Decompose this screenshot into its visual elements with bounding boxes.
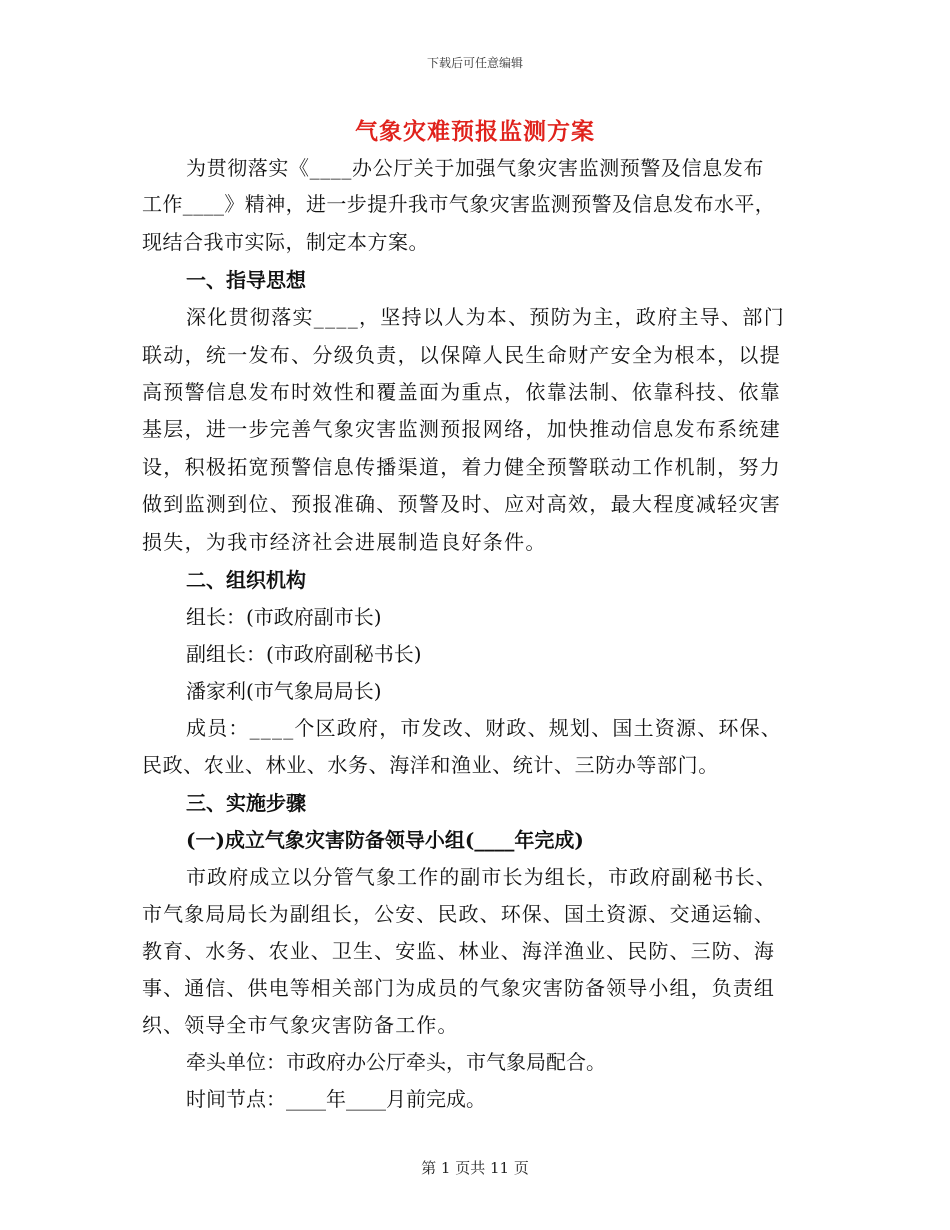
intro-line-1: 为贯彻落实《____办公厅关于加强气象灾害监测预警及信息发布 <box>186 156 764 180</box>
paragraph-line: 市政府成立以分管气象工作的副市长为组长，市政府副秘书长、 <box>186 865 777 889</box>
org-deputy-line: 副组长：(市政府副秘书长) <box>186 642 422 666</box>
deadline-line: 时间节点：____年____月前完成。 <box>186 1087 486 1111</box>
paragraph-line: 高预警信息发布时效性和覆盖面为重点，依靠法制、依靠科技、依靠 <box>142 380 781 404</box>
paragraph-line: 基层，进一步完善气象灾害监测预报网络，加快推动信息发布系统建 <box>142 417 781 441</box>
paragraph-line: 做到监测到位、预报准确、预警及时、应对高效，最大程度减轻灾害 <box>142 492 781 516</box>
intro-line-2: 工作____》精神，进一步提升我市气象灾害监测预警及信息发布水平， <box>142 192 776 216</box>
document-title: 气象灾难预报监测方案 <box>355 118 595 145</box>
intro-line-3: 现结合我市实际，制定本方案。 <box>142 230 429 254</box>
paragraph-line: 损失，为我市经济社会进展制造良好条件。 <box>142 530 547 554</box>
paragraph-line: 设，积极拓宽预警信息传播渠道，着力健全预警联动工作机制，努力 <box>142 455 781 479</box>
section-heading-3: 三、实施步骤 <box>186 791 306 815</box>
org-members-line-2: 民政、农业、林业、水务、海洋和渔业、统计、三防办等部门。 <box>142 753 719 777</box>
page-footer: 第 1 页共 11 页 <box>421 1159 529 1177</box>
org-members-line-1: 成员：____个区政府，市发改、财政、规划、国土资源、环保、 <box>186 716 782 740</box>
org-leader-line: 组长：(市政府副市长) <box>186 605 382 629</box>
org-deputy-name-line: 潘家利(市气象局局长) <box>186 679 382 703</box>
paragraph-line: 深化贯彻落实____，坚持以人为本、预防为主，政府主导、部门 <box>186 305 785 329</box>
lead-unit-line: 牵头单位：市政府办公厅牵头，市气象局配合。 <box>186 1050 606 1074</box>
paragraph-line: 教育、水务、农业、卫生、安监、林业、海洋渔业、民防、三防、海 <box>142 939 775 963</box>
section-heading-2: 二、组织机构 <box>186 568 306 592</box>
subsection-heading-1: (一)成立气象灾害防备领导小组(____年完成) <box>186 828 584 852</box>
paragraph-line: 市气象局局长为副组长，公安、民政、环保、国土资源、交通运输、 <box>142 902 775 926</box>
paragraph-line: 事、通信、供电等相关部门为成员的气象灾害防备领导小组，负责组 <box>142 976 775 1000</box>
section-heading-1: 一、指导思想 <box>186 268 306 292</box>
header-note: 下载后可任意编辑 <box>426 56 523 70</box>
paragraph-line: 联动，统一发布、分级负责，以保障人民生命财产安全为根本，以提 <box>142 343 781 367</box>
paragraph-line: 织、领导全市气象灾害防备工作。 <box>142 1013 459 1037</box>
